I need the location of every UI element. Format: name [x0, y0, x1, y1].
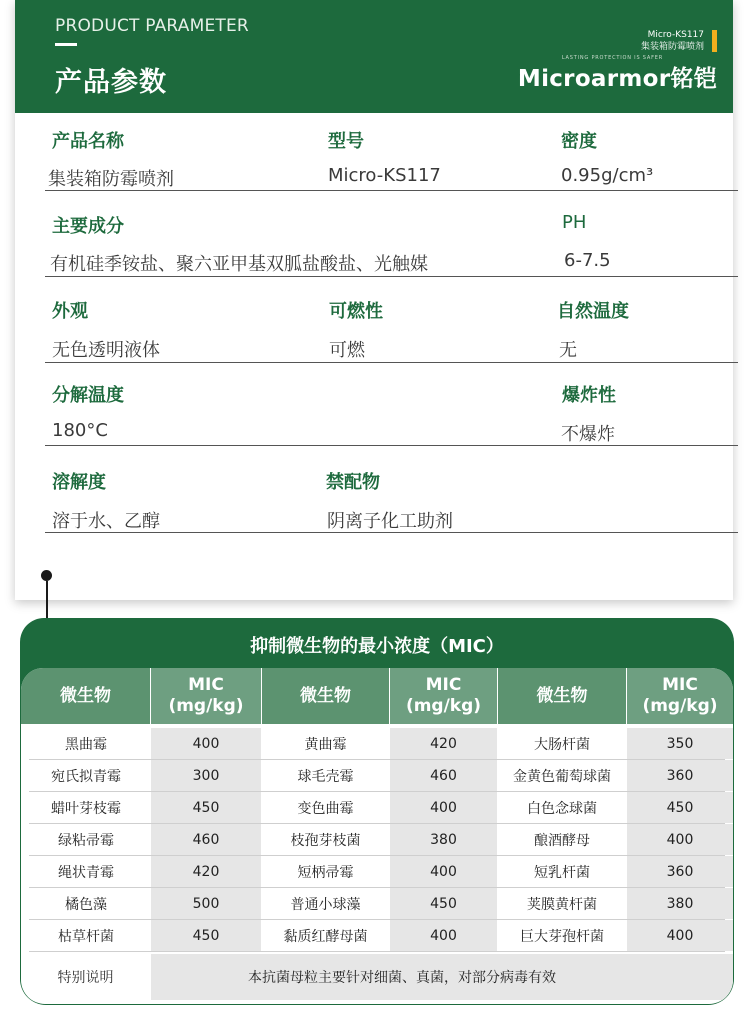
- mic-value: 360: [627, 856, 733, 887]
- header-underline: [55, 43, 77, 46]
- mic-value: 380: [627, 888, 733, 919]
- param-value: 6-7.5: [564, 250, 611, 271]
- mic-value: 500: [151, 888, 261, 919]
- note-text: 本抗菌母粒主要针对细菌、真菌，对部分病毒有效: [151, 954, 733, 1000]
- microbe-name: 宛氏拟青霉: [51, 768, 121, 785]
- param-row-4: [30, 367, 738, 447]
- header-title-en: PRODUCT PARAMETER: [55, 16, 249, 36]
- mic-value: 400: [627, 920, 733, 951]
- note-label: 特别说明: [57, 970, 114, 986]
- table-row-divider: [29, 951, 725, 952]
- param-label: 溶解度: [52, 472, 106, 493]
- param-row-3: [30, 283, 738, 363]
- model-label: [641, 29, 704, 53]
- param-label: 禁配物: [326, 472, 380, 493]
- header-mic: MIC (mg/kg): [627, 668, 733, 724]
- param-value: 可燃: [329, 340, 365, 361]
- microbe-name: 黑曲霉: [65, 736, 107, 753]
- param-label: PH: [562, 212, 587, 233]
- microbe-name: 普通小球藻: [290, 896, 361, 913]
- microbe-name: 变色曲霉: [297, 800, 354, 817]
- mic-value: 380: [390, 824, 497, 855]
- mic-value: 420: [390, 728, 497, 759]
- microbe-name: 枝孢芽枝菌: [290, 832, 361, 849]
- param-label: 产品名称: [52, 131, 124, 152]
- microbe-name: 白色念球菌: [527, 800, 597, 817]
- connector-dot-top: [41, 570, 52, 581]
- param-value: 无: [559, 340, 577, 361]
- row-divider: [45, 445, 738, 446]
- microbe-name: 蜡叶芽枝霉: [51, 800, 121, 817]
- header-microbe: 微生物: [21, 668, 150, 724]
- model-code: Micro-KS117: [647, 30, 704, 40]
- param-value: 有机硅季铵盐、聚六亚甲基双胍盐酸盐、光触媒: [50, 254, 428, 275]
- mic-value: 400: [390, 856, 497, 887]
- param-value: 集装箱防霉喷剂: [48, 169, 174, 190]
- header-microbe: 微生物: [262, 668, 389, 724]
- microbe-name: 绳状青霉: [58, 864, 114, 881]
- microbe-name: 绿粘帚霉: [58, 832, 114, 849]
- microbe-name: 巨大芽孢杆菌: [520, 928, 604, 945]
- mic-value: 400: [390, 792, 497, 823]
- microbe-name: 短柄帚霉: [297, 864, 354, 881]
- brand-logo: Microarmor铭铠: [517, 66, 717, 92]
- param-label: 爆炸性: [562, 385, 616, 406]
- mic-table: [21, 668, 733, 1004]
- param-value: 溶于水、乙醇: [52, 511, 160, 532]
- mic-value: 450: [151, 920, 261, 951]
- param-label: 自然温度: [557, 301, 629, 322]
- microbe-name: 大肠杆菌: [534, 736, 590, 753]
- param-row-5: [30, 453, 738, 533]
- param-label: 密度: [561, 131, 597, 152]
- microbe-name: 短乳杆菌: [534, 864, 590, 881]
- param-row-1: [30, 113, 738, 191]
- mic-value: 400: [390, 920, 497, 951]
- microbe-name: 橘色藻: [65, 896, 107, 913]
- param-label: 主要成分: [52, 216, 124, 237]
- parameter-header: [15, 0, 733, 113]
- mic-value: 450: [151, 792, 261, 823]
- microbe-name: 荚膜黄杆菌: [527, 896, 597, 913]
- mic-value: 450: [390, 888, 497, 919]
- mic-value: 460: [151, 824, 261, 855]
- microbe-name: 黏质红酵母菌: [283, 928, 368, 945]
- row-divider: [45, 190, 738, 191]
- param-label: 外观: [52, 301, 88, 322]
- header-mic: MIC (mg/kg): [390, 668, 497, 724]
- param-value: 0.95g/cm³: [561, 165, 654, 186]
- param-label: 型号: [328, 131, 364, 152]
- microbe-name: 枯草杆菌: [58, 928, 114, 945]
- param-value: Micro-KS117: [328, 165, 441, 186]
- model-accent-bar: [712, 30, 717, 52]
- header-title-cn: 产品参数: [55, 67, 167, 98]
- product-parameter-card: [15, 0, 733, 600]
- param-label: 分解温度: [52, 385, 124, 406]
- param-label: 可燃性: [329, 301, 383, 322]
- param-value: 不爆炸: [561, 424, 615, 445]
- mic-value: 350: [627, 728, 733, 759]
- param-value: 无色透明液体: [52, 340, 160, 361]
- mic-value: 400: [151, 728, 261, 759]
- param-value: 阴离子化工助剂: [327, 511, 453, 532]
- mic-value: 360: [627, 760, 733, 791]
- mic-value: 420: [151, 856, 261, 887]
- mic-card: [20, 618, 734, 1005]
- row-divider: [45, 532, 738, 533]
- row-divider: [45, 362, 738, 363]
- microbe-name: 球毛壳霉: [297, 768, 354, 785]
- param-value: 180°C: [52, 420, 108, 441]
- header-mic: MIC (mg/kg): [151, 668, 261, 724]
- mic-title: 抑制微生物的最小浓度（MIC）: [250, 636, 504, 657]
- param-row-2: [30, 197, 738, 277]
- microbe-name: 酿酒酵母: [534, 832, 590, 849]
- mic-value: 300: [151, 760, 261, 791]
- mic-value: 460: [390, 760, 497, 791]
- row-divider: [45, 276, 738, 277]
- mic-value: 400: [627, 824, 733, 855]
- mic-value: 450: [627, 792, 733, 823]
- microbe-name: 黄曲霉: [304, 736, 347, 753]
- model-name: 集装箱防霉喷剂: [640, 42, 704, 52]
- microbe-name: 金黄色葡萄球菌: [513, 768, 611, 785]
- brand-tagline: LASTING PROTECTION IS SAFER: [561, 55, 663, 61]
- header-microbe: 微生物: [498, 668, 626, 724]
